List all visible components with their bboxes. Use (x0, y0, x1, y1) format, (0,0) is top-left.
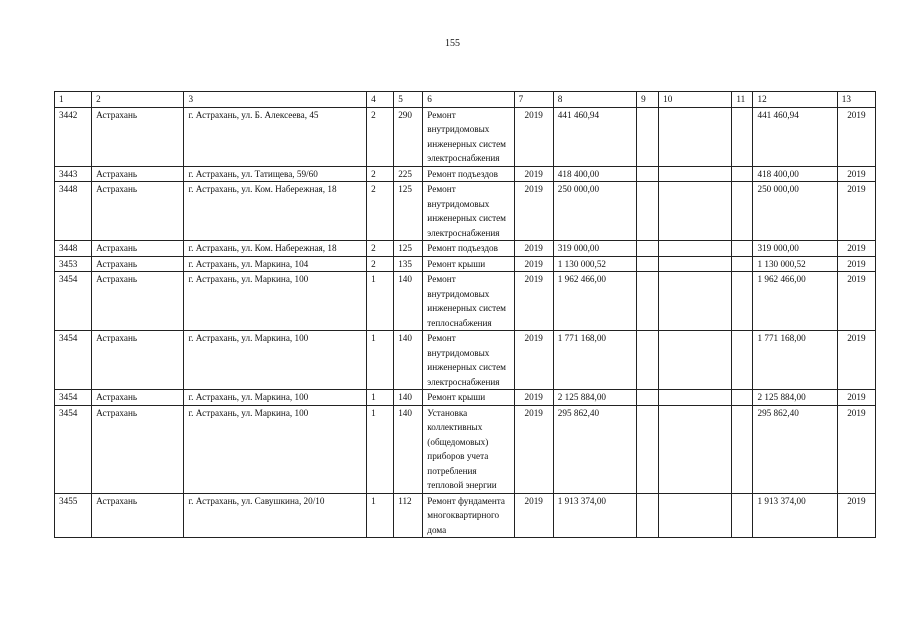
work-type-cell: Ремонт внутридомовых инженерных систем теплоснабжения (423, 272, 514, 331)
record-id-cell: 3443 (55, 166, 92, 182)
column-number: 13 (837, 92, 875, 108)
cost-federal-cell (637, 241, 659, 257)
address-cell: г. Астрахань, ул. Маркина, 100 (184, 272, 367, 331)
record-id-cell: 3442 (55, 107, 92, 166)
cost-regional-cell (659, 107, 732, 166)
area-cell: 140 (394, 390, 423, 406)
plan-year-cell: 2019 (514, 390, 553, 406)
total-cost-cell: 1 962 466,00 (553, 272, 636, 331)
cost-owners-cell: 1 913 374,00 (753, 493, 837, 538)
address-cell: г. Астрахань, ул. Маркина, 100 (184, 390, 367, 406)
address-cell: г. Астрахань, ул. Татищева, 59/60 (184, 166, 367, 182)
cost-owners-cell: 1 771 168,00 (753, 331, 837, 390)
floors-cell: 2 (367, 241, 394, 257)
cost-regional-cell (659, 256, 732, 272)
municipality-cell: Астрахань (92, 182, 184, 241)
floors-cell: 2 (367, 166, 394, 182)
total-cost-cell: 319 000,00 (553, 241, 636, 257)
municipality-cell: Астрахань (92, 272, 184, 331)
completion-year-cell: 2019 (837, 256, 875, 272)
cost-federal-cell (637, 256, 659, 272)
record-id-cell: 3454 (55, 331, 92, 390)
cost-owners-cell: 319 000,00 (753, 241, 837, 257)
table-row (55, 256, 876, 272)
floors-cell: 2 (367, 182, 394, 241)
plan-year-cell: 2019 (514, 182, 553, 241)
work-type-cell: Ремонт подъездов (423, 166, 514, 182)
column-number: 1 (55, 92, 92, 108)
plan-year-cell: 2019 (514, 107, 553, 166)
cost-owners-cell: 250 000,00 (753, 182, 837, 241)
cost-regional-cell (659, 331, 732, 390)
completion-year-cell: 2019 (837, 166, 875, 182)
cost-federal-cell (637, 107, 659, 166)
completion-year-cell: 2019 (837, 390, 875, 406)
municipality-cell: Астрахань (92, 331, 184, 390)
floors-cell: 2 (367, 107, 394, 166)
record-id-cell: 3448 (55, 241, 92, 257)
cost-owners-cell: 441 460,94 (753, 107, 837, 166)
address-cell: г. Астрахань, ул. Ком. Набережная, 18 (184, 241, 367, 257)
table-row (55, 241, 876, 257)
plan-year-cell: 2019 (514, 166, 553, 182)
work-type-cell: Ремонт внутридомовых инженерных систем электроснабжения (423, 107, 514, 166)
floors-cell: 1 (367, 405, 394, 493)
cost-regional-cell (659, 241, 732, 257)
plan-year-cell: 2019 (514, 493, 553, 538)
page-number: 155 (445, 38, 460, 49)
total-cost-cell: 2 125 884,00 (553, 390, 636, 406)
column-number: 12 (753, 92, 837, 108)
cost-owners-cell: 418 400,00 (753, 166, 837, 182)
address-cell: г. Астрахань, ул. Ком. Набережная, 18 (184, 182, 367, 241)
table-row (55, 107, 876, 166)
cost-federal-cell (637, 182, 659, 241)
municipality-cell: Астрахань (92, 390, 184, 406)
work-type-cell: Ремонт подъездов (423, 241, 514, 257)
record-id-cell: 3454 (55, 390, 92, 406)
cost-owners-cell: 1 962 466,00 (753, 272, 837, 331)
plan-year-cell: 2019 (514, 256, 553, 272)
cost-local-cell (732, 390, 753, 406)
municipality-cell: Астрахань (92, 405, 184, 493)
area-cell: 135 (394, 256, 423, 272)
cost-federal-cell (637, 272, 659, 331)
area-cell: 225 (394, 166, 423, 182)
table-row (55, 405, 876, 493)
column-number: 2 (92, 92, 184, 108)
area-cell: 140 (394, 272, 423, 331)
cost-local-cell (732, 272, 753, 331)
cost-owners-cell: 295 862,40 (753, 405, 837, 493)
cost-regional-cell (659, 166, 732, 182)
cost-federal-cell (637, 405, 659, 493)
table-row (55, 390, 876, 406)
column-number: 6 (423, 92, 514, 108)
cost-local-cell (732, 182, 753, 241)
record-id-cell: 3454 (55, 272, 92, 331)
repair-program-table (54, 91, 876, 538)
column-number: 3 (184, 92, 367, 108)
column-number: 9 (637, 92, 659, 108)
floors-cell: 1 (367, 331, 394, 390)
area-cell: 140 (394, 331, 423, 390)
total-cost-cell: 295 862,40 (553, 405, 636, 493)
cost-local-cell (732, 493, 753, 538)
completion-year-cell: 2019 (837, 493, 875, 538)
address-cell: г. Астрахань, ул. Маркина, 100 (184, 331, 367, 390)
plan-year-cell: 2019 (514, 331, 553, 390)
completion-year-cell: 2019 (837, 107, 875, 166)
cost-regional-cell (659, 405, 732, 493)
work-type-cell: Ремонт крыши (423, 256, 514, 272)
cost-federal-cell (637, 166, 659, 182)
floors-cell: 2 (367, 256, 394, 272)
completion-year-cell: 2019 (837, 241, 875, 257)
address-cell: г. Астрахань, ул. Б. Алексеева, 45 (184, 107, 367, 166)
cost-regional-cell (659, 182, 732, 241)
table-row (55, 182, 876, 241)
record-id-cell: 3448 (55, 182, 92, 241)
record-id-cell: 3454 (55, 405, 92, 493)
area-cell: 125 (394, 241, 423, 257)
plan-year-cell: 2019 (514, 241, 553, 257)
work-type-cell: Установка коллективных (общедомовых) приборов учета потребления тепловой энергии (423, 405, 514, 493)
column-number: 8 (553, 92, 636, 108)
total-cost-cell: 250 000,00 (553, 182, 636, 241)
total-cost-cell: 418 400,00 (553, 166, 636, 182)
cost-regional-cell (659, 390, 732, 406)
area-cell: 125 (394, 182, 423, 241)
cost-regional-cell (659, 272, 732, 331)
table-row (55, 493, 876, 538)
cost-local-cell (732, 331, 753, 390)
address-cell: г. Астрахань, ул. Савушкина, 20/10 (184, 493, 367, 538)
municipality-cell: Астрахань (92, 256, 184, 272)
completion-year-cell: 2019 (837, 182, 875, 241)
municipality-cell: Астрахань (92, 107, 184, 166)
record-id-cell: 3455 (55, 493, 92, 538)
cost-federal-cell (637, 331, 659, 390)
completion-year-cell: 2019 (837, 405, 875, 493)
column-number: 10 (659, 92, 732, 108)
address-cell: г. Астрахань, ул. Маркина, 104 (184, 256, 367, 272)
work-type-cell: Ремонт внутридомовых инженерных систем электроснабжения (423, 182, 514, 241)
address-cell: г. Астрахань, ул. Маркина, 100 (184, 405, 367, 493)
column-number: 11 (732, 92, 753, 108)
municipality-cell: Астрахань (92, 241, 184, 257)
municipality-cell: Астрахань (92, 166, 184, 182)
work-type-cell: Ремонт крыши (423, 390, 514, 406)
column-number-row (55, 92, 876, 108)
cost-federal-cell (637, 390, 659, 406)
municipality-cell: Астрахань (92, 493, 184, 538)
plan-year-cell: 2019 (514, 405, 553, 493)
cost-local-cell (732, 256, 753, 272)
total-cost-cell: 1 130 000,52 (553, 256, 636, 272)
floors-cell: 1 (367, 272, 394, 331)
work-type-cell: Ремонт внутридомовых инженерных систем электроснабжения (423, 331, 514, 390)
completion-year-cell: 2019 (837, 272, 875, 331)
area-cell: 112 (394, 493, 423, 538)
total-cost-cell: 441 460,94 (553, 107, 636, 166)
work-type-cell: Ремонт фундамента многоквартирного дома (423, 493, 514, 538)
total-cost-cell: 1 771 168,00 (553, 331, 636, 390)
table-row (55, 272, 876, 331)
cost-federal-cell (637, 493, 659, 538)
plan-year-cell: 2019 (514, 272, 553, 331)
completion-year-cell: 2019 (837, 331, 875, 390)
floors-cell: 1 (367, 390, 394, 406)
cost-regional-cell (659, 493, 732, 538)
column-number: 4 (367, 92, 394, 108)
cost-owners-cell: 2 125 884,00 (753, 390, 837, 406)
floors-cell: 1 (367, 493, 394, 538)
column-number: 7 (514, 92, 553, 108)
column-number: 5 (394, 92, 423, 108)
cost-local-cell (732, 405, 753, 493)
area-cell: 140 (394, 405, 423, 493)
cost-local-cell (732, 241, 753, 257)
cost-owners-cell: 1 130 000,52 (753, 256, 837, 272)
table-row (55, 166, 876, 182)
cost-local-cell (732, 107, 753, 166)
table-row (55, 331, 876, 390)
cost-local-cell (732, 166, 753, 182)
record-id-cell: 3453 (55, 256, 92, 272)
total-cost-cell: 1 913 374,00 (553, 493, 636, 538)
area-cell: 290 (394, 107, 423, 166)
